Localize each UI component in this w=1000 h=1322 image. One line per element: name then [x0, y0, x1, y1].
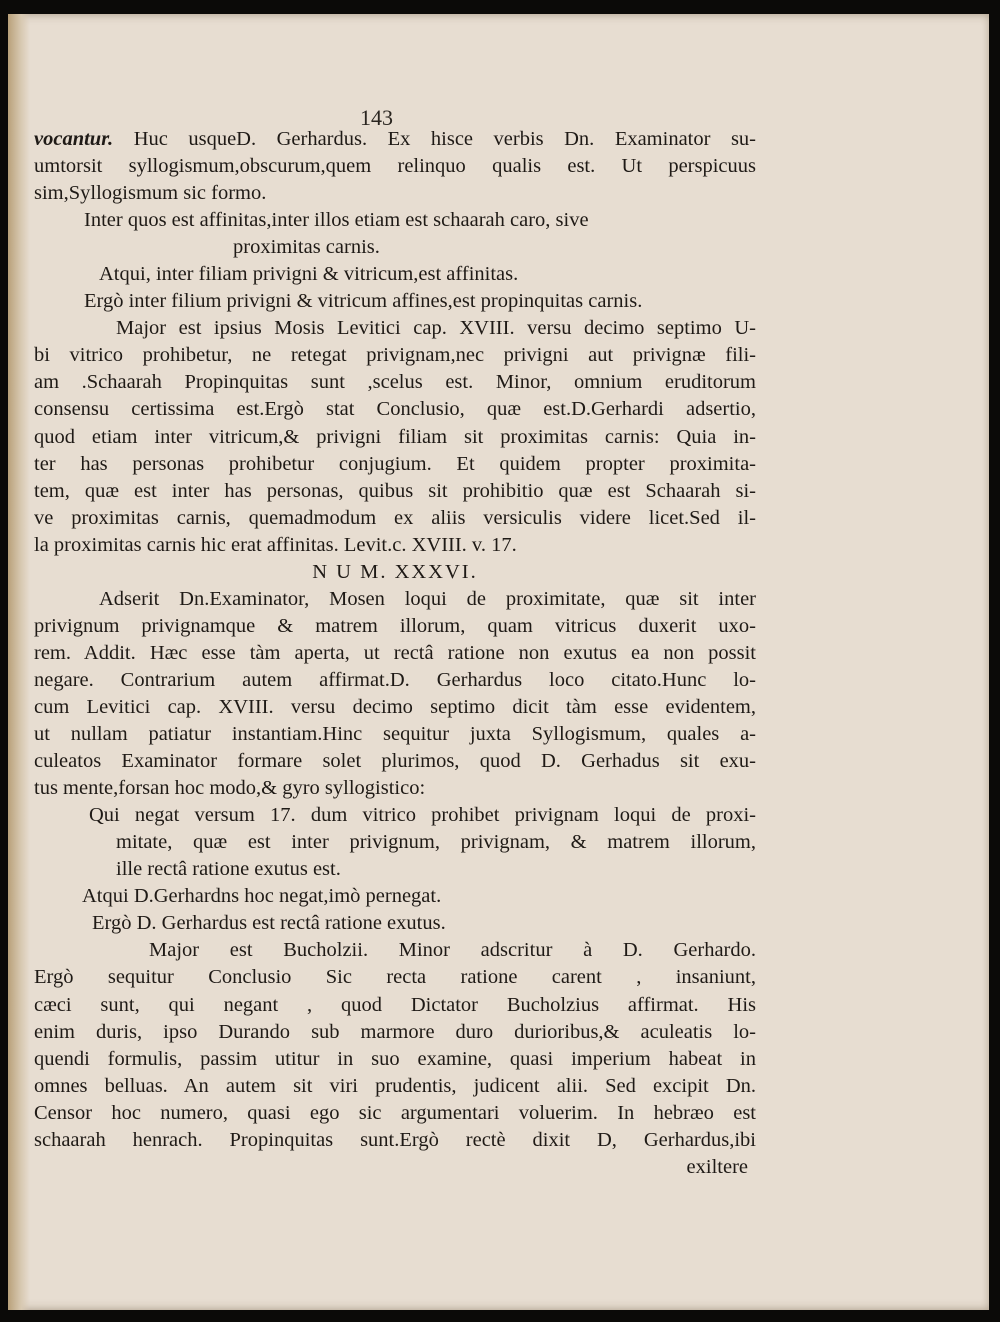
- syllogism-major: Qui negat versum 17. dum vitrico prohibet privignam loqui de proxi-: [89, 804, 756, 827]
- text-line: consensu certissima est.Ergò stat Conclusio, quæ est.D.Gerhardi adsertio,: [34, 398, 756, 421]
- text-line: Adserit Dn.Examinator, Mosen loqui de proximitate, quæ sit inter: [99, 587, 756, 610]
- section-heading: N U M. XXXVI.: [312, 560, 478, 583]
- text-line: schaarah henrach. Propinquitas sunt.Ergò rectè dixit D, Gerhardus,ibi: [34, 1128, 756, 1151]
- body-text: [34, 126, 756, 1181]
- text-line: enim duris, ipso Durando sub marmore duro durioribus,& aculeatis lo-: [34, 1020, 756, 1043]
- text-line: tus mente,forsan hoc modo,& gyro syllogistico:: [34, 777, 426, 800]
- text-line: Censor hoc numero, quasi ego sic argumentari voluerim. In hebræo est: [34, 1101, 756, 1124]
- text-line: omnes belluas. An autem sit viri prudentis, judicent alii. Sed excipit Dn.: [34, 1074, 756, 1097]
- book-page: [8, 14, 989, 1310]
- text-line: rem. Addit. Hæc esse tàm aperta, ut rectâ ratione non exutus ea non possit: [34, 641, 756, 664]
- text-line: culeatos Examinator formare solet plurimos, quod D. Gerhadus sit exu-: [34, 750, 756, 773]
- italic-word: vocantur.: [34, 128, 114, 150]
- text-line: Major est Bucholzii. Minor adscritur à D. Gerhardo.: [149, 939, 756, 962]
- syllogism-major-cont: ille rectâ ratione exutus est.: [116, 858, 341, 881]
- text-line: negare. Contrarium autem affirmat.D. Gerhardus loco citato.Hunc lo-: [34, 668, 756, 691]
- text-line: bi vitrico prohibetur, ne retegat privignam,nec privigni aut privignæ fili-: [34, 344, 756, 367]
- text-line: privignum privignamque & matrem illorum, quam vitricus duxerit uxo-: [34, 614, 756, 637]
- catchword: exiltere: [686, 1155, 748, 1178]
- page-number: 143: [360, 105, 393, 130]
- syllogism-minor: Atqui, inter filiam privigni & vitricum,est affinitas.: [99, 263, 519, 286]
- text-line: sim,Syllogismum sic formo.: [34, 182, 267, 205]
- text-line: umtorsit syllogismum,obscurum,quem relinquo qualis est. Ut perspicuus: [34, 155, 756, 178]
- syllogism-major: Inter quos est affinitas,inter illos etiam est schaarah caro, sive: [84, 209, 589, 232]
- page-gutter: [8, 14, 30, 1310]
- text-line: vocantur. Huc usqueD. Gerhardus. Ex hisce verbis Dn. Examinator su-: [34, 128, 757, 150]
- text-line: ter has personas prohibetur conjugium. Et quidem propter proximita-: [34, 452, 756, 475]
- text-line: tem, quæ est inter has personas, quibus sit prohibitio quæ est Schaarah si-: [34, 479, 756, 502]
- syllogism-major-cont: mitate, quæ est inter privignum, privignam, & matrem illorum,: [116, 831, 756, 854]
- text-line: am .Schaarah Propinquitas sunt ,scelus est. Minor, omnium eruditorum: [34, 371, 756, 394]
- text-line: Major est ipsius Mosis Levitici cap. XVIII. versu decimo septimo U-: [116, 317, 756, 340]
- text-line: la proximitas carnis hic erat affinitas. Levit.c. XVIII. v. 17.: [34, 533, 517, 556]
- syllogism-conclusion: Ergò D. Gerhardus est rectâ ratione exutus.: [92, 912, 446, 935]
- text-line: ut nullam patiatur instantiam.Hinc sequitur juxta Syllogismum, quales a-: [34, 723, 756, 746]
- text-line: quendi formulis, passim utitur in suo examine, quasi imperium habeat in: [34, 1047, 756, 1070]
- text-line: Ergò sequitur Conclusio Sic recta ratione carent , insaniunt,: [34, 966, 756, 989]
- text-line: ve proximitas carnis, quemadmodum ex aliis versiculis videre licet.Sed il-: [34, 506, 756, 529]
- syllogism-major-cont: proximitas carnis.: [233, 236, 380, 259]
- text-line: quod etiam inter vitricum,& privigni filiam sit proximitas carnis: Quia in-: [34, 425, 756, 448]
- syllogism-conclusion: Ergò inter filium privigni & vitricum affines,est propinquitas carnis.: [84, 290, 643, 313]
- syllogism-minor: Atqui D.Gerhardns hoc negat,imò pernegat.: [82, 885, 442, 908]
- text-line: cæci sunt, qui negant , quod Dictator Bucholzius affirmat. His: [34, 993, 756, 1016]
- text-line: cum Levitici cap. XVIII. versu decimo septimo dicit tàm esse evidentem,: [34, 695, 756, 718]
